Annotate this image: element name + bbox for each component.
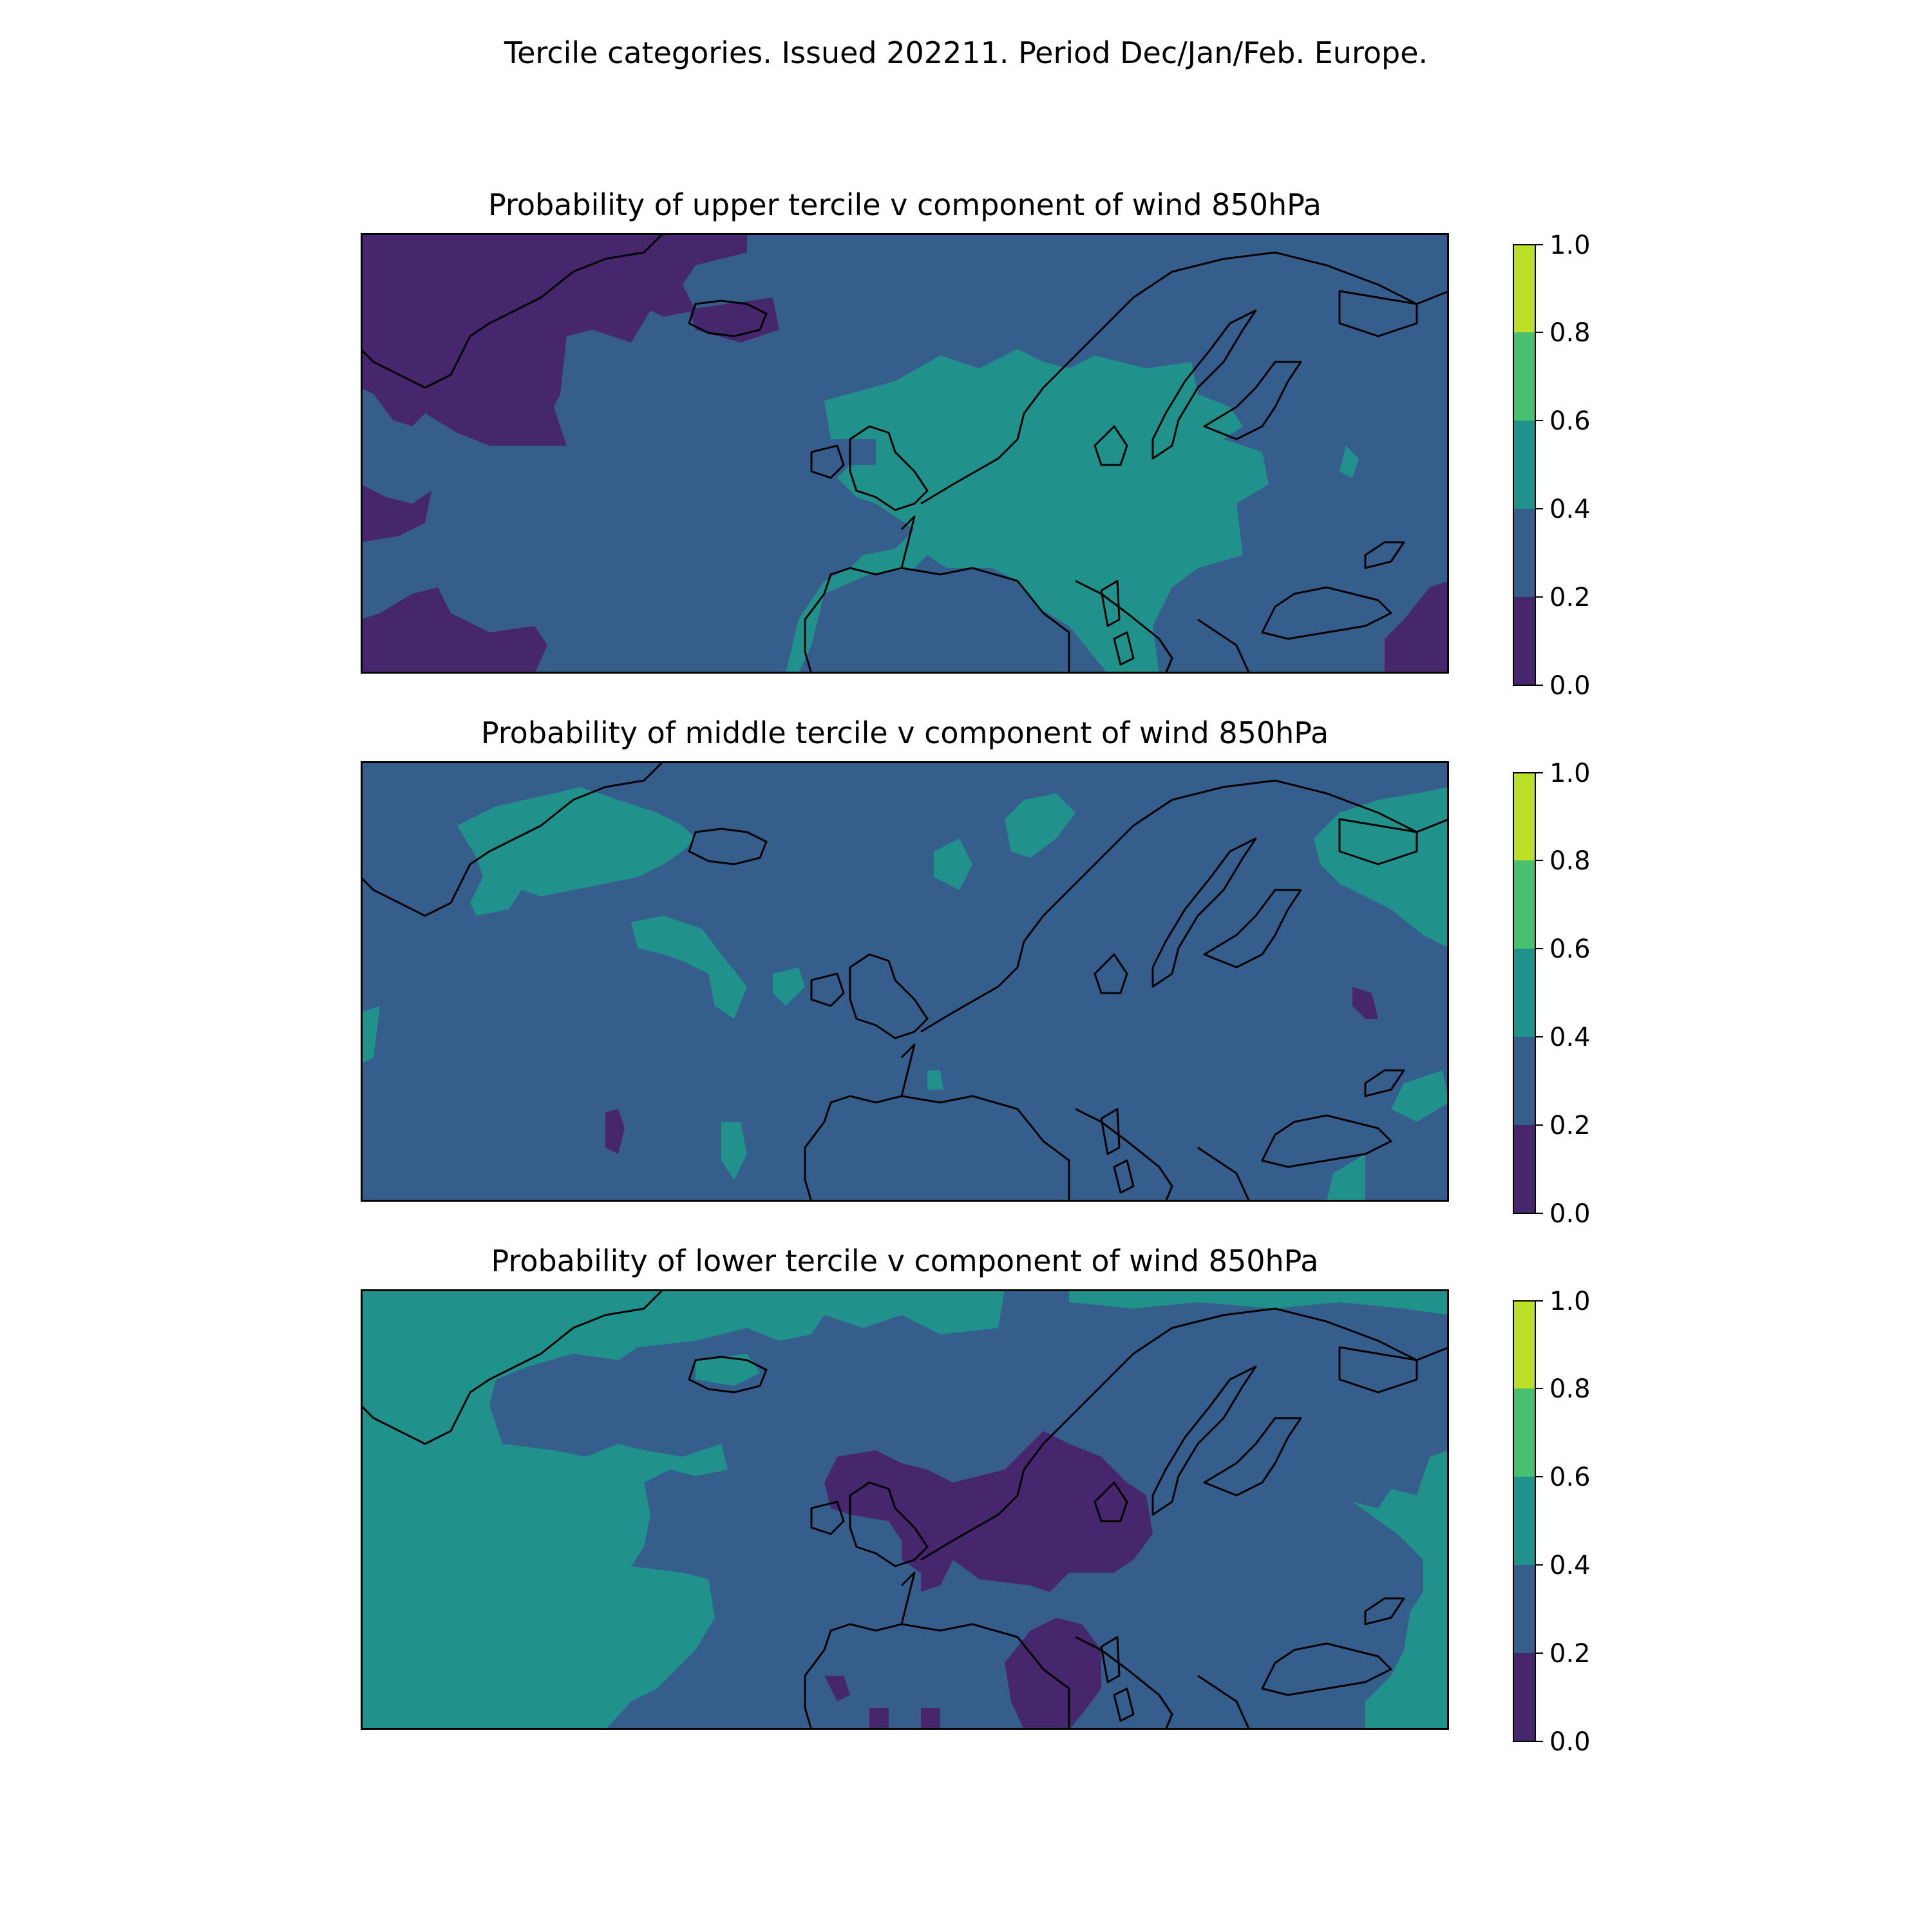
colorbar-tick-label: 0.8 xyxy=(1549,318,1591,348)
colorbar-band-0.4-0.6 xyxy=(1513,1477,1535,1565)
colorbar-band-0.6-0.8 xyxy=(1513,860,1535,949)
colorbar-band-0.2-0.4 xyxy=(1513,1037,1535,1125)
map-middle-tercile xyxy=(361,761,1449,1202)
colorbar-tick-label: 1.0 xyxy=(1549,231,1591,260)
colorbar-tick-label: 1.0 xyxy=(1549,759,1591,788)
colorbar-band-0.6-0.8 xyxy=(1513,1388,1535,1477)
colorbar-band-0.0-0.2 xyxy=(1513,1653,1535,1741)
colorbar-band-0.2-0.4 xyxy=(1513,1565,1535,1653)
colorbar-tick-label: 0.0 xyxy=(1549,671,1591,701)
colorbar-band-0.6-0.8 xyxy=(1513,332,1535,421)
colorbar-tick-label: 0.0 xyxy=(1549,1727,1591,1757)
colorbar-band-0.4-0.6 xyxy=(1513,421,1535,509)
panel-title-upper: Probability of upper tercile v component of wind 850hPa xyxy=(488,187,1321,222)
colorbar-middle xyxy=(1513,759,1687,1229)
category-0.0-0.2-region xyxy=(869,1708,889,1730)
colorbar-band-0.0-0.2 xyxy=(1513,1125,1535,1213)
colorbar-tick-label: 0.6 xyxy=(1549,406,1591,436)
colorbar-tick-label: 0.2 xyxy=(1549,583,1591,612)
panel-title-middle: Probability of middle tercile v component of wind 850hPa xyxy=(480,715,1329,750)
colorbar-band-0.4-0.6 xyxy=(1513,949,1535,1037)
colorbar-tick-label: 0.2 xyxy=(1549,1639,1591,1669)
colorbar-tick-label: 0.4 xyxy=(1549,495,1591,524)
colorbar-band-0.0-0.2 xyxy=(1513,597,1535,685)
colorbar-tick-label: 0.8 xyxy=(1549,846,1591,876)
colorbar-tick-label: 0.6 xyxy=(1549,934,1591,964)
map-upper-tercile xyxy=(361,233,1449,674)
colorbar-band-0.2-0.4 xyxy=(1513,509,1535,597)
colorbar-upper xyxy=(1513,231,1687,701)
colorbar-tick-label: 1.0 xyxy=(1549,1287,1591,1316)
colorbar-lower xyxy=(1513,1287,1687,1757)
panel-title-lower: Probability of lower tercile v component of wind 850hPa xyxy=(491,1244,1319,1278)
colorbar-tick-label: 0.0 xyxy=(1549,1199,1591,1229)
colorbar-band-0.8-1.0 xyxy=(1513,773,1535,860)
colorbar-band-0.8-1.0 xyxy=(1513,1301,1535,1388)
figure-suptitle: Tercile categories. Issued 202211. Period Dec/Jan/Feb. Europe. xyxy=(504,35,1428,70)
colorbar-tick-label: 0.2 xyxy=(1549,1111,1591,1141)
map-lower-tercile xyxy=(361,1289,1449,1730)
colorbar-tick-label: 0.4 xyxy=(1549,1023,1591,1052)
colorbar-tick-label: 0.6 xyxy=(1549,1463,1591,1492)
colorbar-band-0.8-1.0 xyxy=(1513,245,1535,332)
colorbar-tick-label: 0.4 xyxy=(1549,1551,1591,1580)
category-0.0-0.2-region xyxy=(921,1708,940,1730)
colorbar-tick-marks xyxy=(1535,245,1543,685)
colorbar-tick-marks xyxy=(1535,773,1543,1213)
colorbar-tick-marks xyxy=(1535,1301,1543,1741)
colorbar-tick-label: 0.8 xyxy=(1549,1374,1591,1404)
